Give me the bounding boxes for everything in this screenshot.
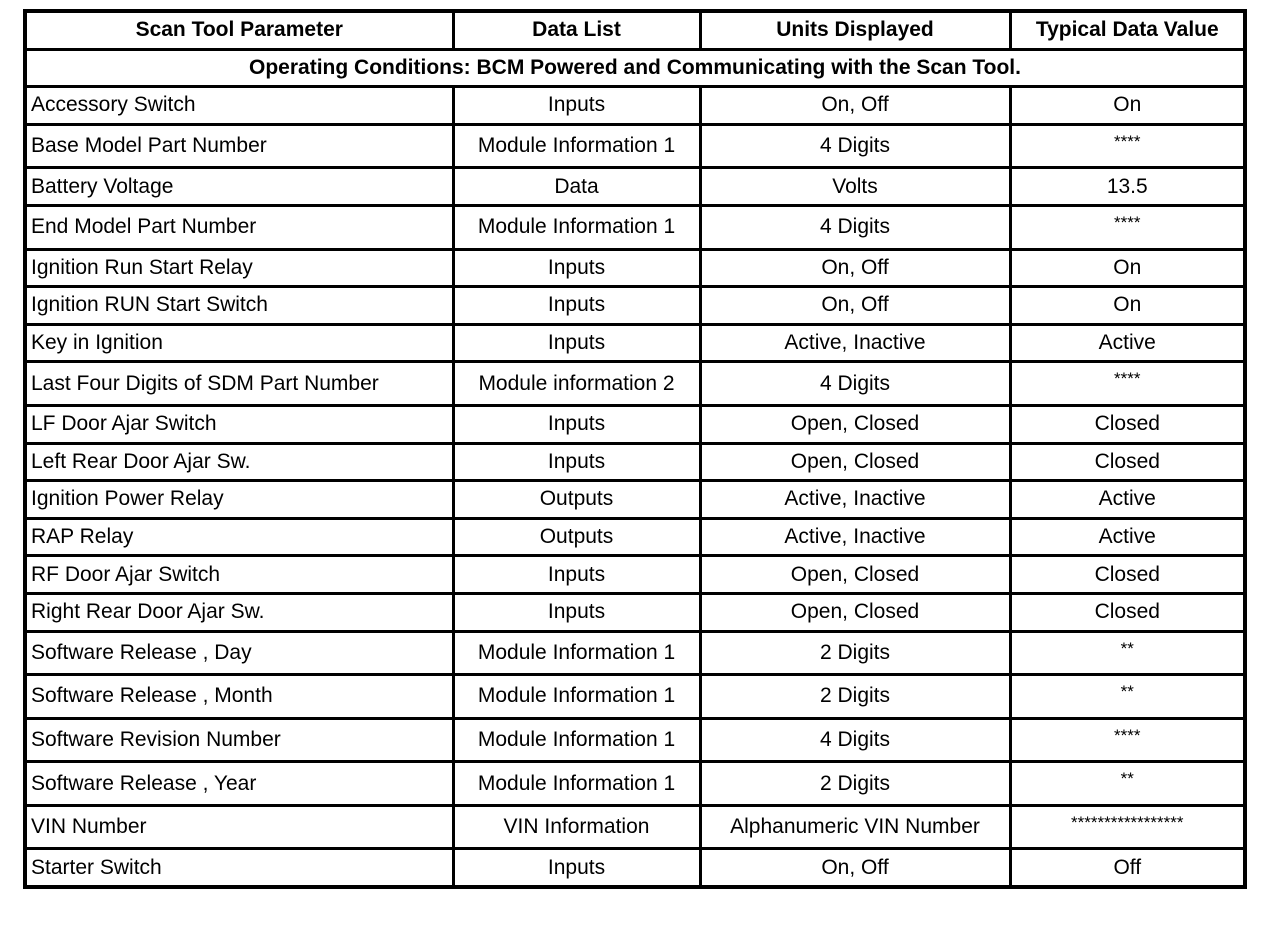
typical-value-cell: On [1010,287,1245,325]
table-row [25,324,1245,362]
typical-value-cell: **** [1010,362,1245,406]
units-cell: Volts [700,168,1010,206]
data-list-cell: Module Information 1 [453,205,700,249]
parameter-cell: Software Release , Day [25,631,453,675]
units-cell: On, Off [700,287,1010,325]
data-list-cell: Module information 2 [453,362,700,406]
typical-value-cell: ** [1010,631,1245,675]
parameter-cell: Key in Ignition [25,324,453,362]
units-cell: 4 Digits [700,205,1010,249]
parameter-cell: Software Revision Number [25,718,453,762]
header-parameter: Scan Tool Parameter [25,11,453,49]
typical-value-cell: **** [1010,124,1245,168]
data-list-cell: Outputs [453,518,700,556]
parameter-cell: End Model Part Number [25,205,453,249]
units-cell: On, Off [700,249,1010,287]
table-row [25,849,1245,887]
typical-value-cell: ***************** [1010,805,1245,849]
data-list-cell: Module Information 1 [453,718,700,762]
parameter-cell: LF Door Ajar Switch [25,405,453,443]
table-row [25,556,1245,594]
units-cell: Open, Closed [700,556,1010,594]
units-cell: 4 Digits [700,124,1010,168]
units-cell: Open, Closed [700,593,1010,631]
typical-value-cell: ** [1010,762,1245,806]
parameter-cell: Battery Voltage [25,168,453,206]
parameter-cell: Base Model Part Number [25,124,453,168]
data-list-cell: Inputs [453,849,700,887]
parameter-cell: Accessory Switch [25,87,453,125]
data-list-cell: Inputs [453,556,700,594]
data-list-cell: Inputs [453,87,700,125]
units-cell: On, Off [700,849,1010,887]
table-row [25,518,1245,556]
data-list-cell: Inputs [453,405,700,443]
units-cell: Active, Inactive [700,324,1010,362]
units-cell: 2 Digits [700,631,1010,675]
table-row [25,805,1245,849]
data-list-cell: Module Information 1 [453,124,700,168]
header-data-list: Data List [453,11,700,49]
typical-value-cell: Closed [1010,443,1245,481]
data-list-cell: Module Information 1 [453,762,700,806]
data-list-cell: Module Information 1 [453,675,700,719]
data-list-cell: VIN Information [453,805,700,849]
parameter-cell: Right Rear Door Ajar Sw. [25,593,453,631]
data-list-cell: Inputs [453,443,700,481]
header-typical-value: Typical Data Value [1010,11,1245,49]
typical-value-cell: 13.5 [1010,168,1245,206]
parameter-cell: Software Release , Year [25,762,453,806]
typical-value-cell: **** [1010,718,1245,762]
data-list-cell: Module Information 1 [453,631,700,675]
table-row [25,287,1245,325]
parameter-cell: Software Release , Month [25,675,453,719]
units-cell: 4 Digits [700,362,1010,406]
operating-conditions-row [25,49,1245,87]
table-row [25,362,1245,406]
scan-tool-data-table [23,9,1247,889]
table-row [25,718,1245,762]
typical-value-cell: **** [1010,205,1245,249]
parameter-cell: Last Four Digits of SDM Part Number [25,362,453,406]
operating-conditions: Operating Conditions: BCM Powered and Communicating with the Scan Tool. [25,49,1245,87]
typical-value-cell: Off [1010,849,1245,887]
data-list-cell: Inputs [453,249,700,287]
table-row [25,593,1245,631]
units-cell: 2 Digits [700,675,1010,719]
typical-value-cell: On [1010,87,1245,125]
table-row [25,405,1245,443]
units-cell: 4 Digits [700,718,1010,762]
table-row [25,87,1245,125]
table-row [25,631,1245,675]
units-cell: Open, Closed [700,405,1010,443]
units-cell: 2 Digits [700,762,1010,806]
typical-value-cell: Closed [1010,556,1245,594]
typical-value-cell: On [1010,249,1245,287]
parameter-cell: VIN Number [25,805,453,849]
table-row [25,481,1245,519]
data-list-cell: Outputs [453,481,700,519]
typical-value-cell: ** [1010,675,1245,719]
table-row [25,443,1245,481]
header-units: Units Displayed [700,11,1010,49]
parameter-cell: RAP Relay [25,518,453,556]
typical-value-cell: Active [1010,324,1245,362]
table-row [25,168,1245,206]
units-cell: Active, Inactive [700,481,1010,519]
units-cell: Active, Inactive [700,518,1010,556]
units-cell: Alphanumeric VIN Number [700,805,1010,849]
parameter-cell: RF Door Ajar Switch [25,556,453,594]
data-list-cell: Data [453,168,700,206]
table-row [25,124,1245,168]
table-row [25,675,1245,719]
parameter-cell: Left Rear Door Ajar Sw. [25,443,453,481]
typical-value-cell: Closed [1010,405,1245,443]
parameter-cell: Ignition RUN Start Switch [25,287,453,325]
units-cell: Open, Closed [700,443,1010,481]
table-row [25,249,1245,287]
typical-value-cell: Active [1010,481,1245,519]
parameter-cell: Ignition Power Relay [25,481,453,519]
table-row [25,762,1245,806]
units-cell: On, Off [700,87,1010,125]
parameter-cell: Ignition Run Start Relay [25,249,453,287]
parameter-cell: Starter Switch [25,849,453,887]
typical-value-cell: Active [1010,518,1245,556]
header-row [25,11,1245,49]
data-list-cell: Inputs [453,287,700,325]
table-row [25,205,1245,249]
data-list-cell: Inputs [453,324,700,362]
typical-value-cell: Closed [1010,593,1245,631]
data-list-cell: Inputs [453,593,700,631]
